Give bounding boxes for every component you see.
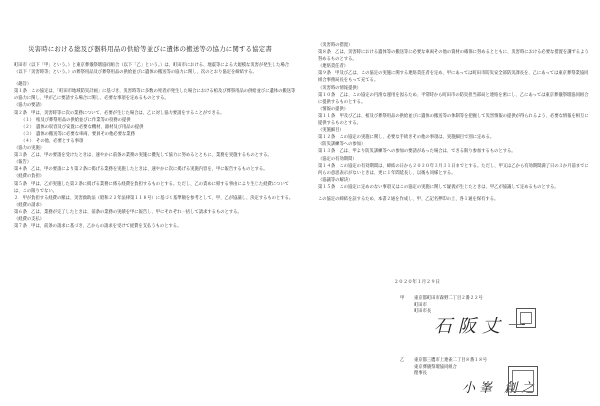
- left-column: [14, 62, 296, 230]
- article-paragraph: 第７条 甲は、前条の請求に基づき、乙からの請求を受けて経費を支払うものとする。: [14, 224, 182, 230]
- article-paragraph: （４） その他、必要とする事項: [21, 138, 84, 144]
- right-column: [318, 42, 590, 203]
- article-paragraph: （経費の負担）: [14, 174, 45, 180]
- party-b-block: [414, 358, 487, 378]
- article-paragraph: （実施細目）: [318, 128, 344, 134]
- article-paragraph: 第１４条 この協定の有効期間は、締結の日から２０２０年３月３１日までとする。ただし、甲又は乙から有効期間満了日の３か月前までに何らの意思表示がないときは、更に１年間延長し、以後も同様とする。: [318, 163, 589, 176]
- article-paragraph: 第１条 この協定は、「町田市地域防災計画」に基づき、災害時等に多数の死者が発生した場合における棺及び葬祭用品の供給並びに遺体の搬送等の協力に関し、甲が乙に要請する場合に関し、必要な事項を定めるものとする。: [14, 89, 296, 102]
- left-articles: [14, 81, 296, 230]
- article-paragraph: ２ 甲が負担する経費の額は、災害救助法（昭和２２年法律第１１８号）に基づく基準額を参考として、甲、乙が協議し、決定するものとする。: [14, 195, 294, 201]
- article-paragraph: （協議等の解決）: [318, 177, 353, 183]
- article-paragraph: （趣旨）: [14, 82, 32, 88]
- party-b-seal: [508, 366, 538, 396]
- article-paragraph: 第９条 甲及び乙は、この協定の実施に関する連絡責任者を定め、甲にあっては町田市防災安全部防災課長を、乙にあっては東京葬祭業協同組合事務局長をもって充てる。: [318, 71, 589, 84]
- party-a-rep: 町田市長: [414, 309, 432, 315]
- article-paragraph: 第１５条 この協定に定めのない事項又はこの協定の実施に関して疑義が生じたときは、甲乙が協議して定めるものとする。: [318, 184, 559, 190]
- article-paragraph: （経費の支払）: [14, 216, 45, 222]
- article-paragraph: 第５条 甲は、乙が実施した第２条に掲げる業務に係る経費を負担するものとする。ただし、乙の責めに帰する事由により生じた経費については、この限りでない。: [14, 181, 289, 194]
- article-paragraph: 第３条 乙は、甲の要請を受けたときは、速やかに前条の業務の実施に優先して協力に努めるとともに、業務を実施するものとする。: [14, 153, 272, 159]
- article-paragraph: （３） 遺体の搬送等に必要な車両、要員その他必要な業務: [21, 131, 135, 137]
- party-b-address: 東京都三鷹市上連雀二丁目８番１８号: [414, 358, 488, 363]
- article-paragraph: （経費の請求）: [14, 202, 45, 208]
- party-a-address: 東京都町田市森野二丁目２番２２号: [414, 296, 483, 301]
- party-b-signature: 小峯 創之: [462, 381, 539, 396]
- article-paragraph: 第１１条 甲及び乙は、棺及び葬祭用品の供給並びに遺体の搬送等の体制等を把握して災害情報の提供が得られるよう、必要な情報を相互に提供するものとする。: [318, 113, 589, 127]
- article-paragraph: （１） 棺及び葬祭用品の供給並びに作業等の役務の提供: [21, 117, 131, 123]
- article-paragraph: （情報の提供）: [318, 106, 349, 112]
- document-title: 災害時における総及び器料用品の供給等並びに遺体の搬送等の協力に関する協定書: [28, 45, 272, 53]
- party-a-org: 町田市: [414, 302, 427, 308]
- party-a-role: 甲: [400, 296, 405, 301]
- party-b-org: 東京葬儀祭壇協同組合: [414, 364, 457, 370]
- party-b-role: 乙: [400, 358, 405, 363]
- signing-date: ２０２０年１月２９日: [394, 280, 440, 285]
- article-paragraph: （２） 遺体の収容及び安置に必要な機材、器材及び用品の提供: [21, 124, 144, 130]
- party-a-seal: [516, 308, 536, 328]
- article-paragraph: （連絡責任者）: [318, 64, 349, 70]
- right-articles: [318, 42, 590, 203]
- article-paragraph: （協定の有効期間）: [318, 156, 357, 162]
- article-paragraph: この協定の締結を証するため、本書２通を作成し、甲、乙記名押印の上、各１通を保有する。: [318, 196, 499, 202]
- article-paragraph: 第１０条 乙は、この協定の円滑な運用を図るため、平常時から町田市の防災担当部局と連絡を密にし、乙にあっては東京葬儀祭壇協同組合に提供するものとする。: [318, 92, 589, 105]
- article-paragraph: 第１２条 この協定の実施に関し、必要な手続きその他の事項は、実施細目で別に定める。: [318, 135, 495, 141]
- party-b-rep: 理事長: [414, 371, 427, 377]
- article-paragraph: （災害時の情報提供）: [318, 85, 361, 91]
- article-paragraph: （報告）: [14, 160, 32, 166]
- article-paragraph: 第６条 乙は、業務が完了したときは、前条の業務の実績を甲に報告し、甲にそれぞれ一括して請求するものとする。: [14, 209, 242, 215]
- article-paragraph: 第２条 甲は、災害時等に次の業務について、必要が生じた場合は、乙に対し協力要請をすることができる。: [14, 110, 225, 116]
- article-paragraph: 第４条 乙は、甲の要請により第２条に掲げる業務を実施したときは、速やかに次に掲げる実施内容を、甲に報告するものとする。: [14, 167, 268, 173]
- preamble: 町田市（以下「甲」という。）と東京葬儀祭壇協同組合（以下「乙」という。）は、町田市における、地震等による大規模な災害が発生した場合（以下「災害時等」という。）の葬祭用品及び葬祭用品の供給並びに遺体の搬送等の協力に関し、次のとおり協定を締結する。: [14, 63, 289, 76]
- party-a-signature: 石阪丈一: [434, 316, 530, 337]
- article-paragraph: 第１３条 乙は、甲より防災訓練等への参加の要請があった場合は、できる限り参加するものとする。: [318, 149, 516, 155]
- article-paragraph: （協力の実施）: [14, 146, 45, 152]
- article-paragraph: （災害時の措置）: [318, 43, 353, 48]
- article-paragraph: （防災訓練等への参加）: [318, 142, 366, 148]
- article-paragraph: 第８条 乙は、災害時における遺体等の搬送等に必要な車両その他の資材の確保に努めるとともに、災害時における必要な措置を講ずるよう努めるものとする。: [318, 50, 589, 63]
- article-paragraph: （協力の要請）: [14, 103, 45, 109]
